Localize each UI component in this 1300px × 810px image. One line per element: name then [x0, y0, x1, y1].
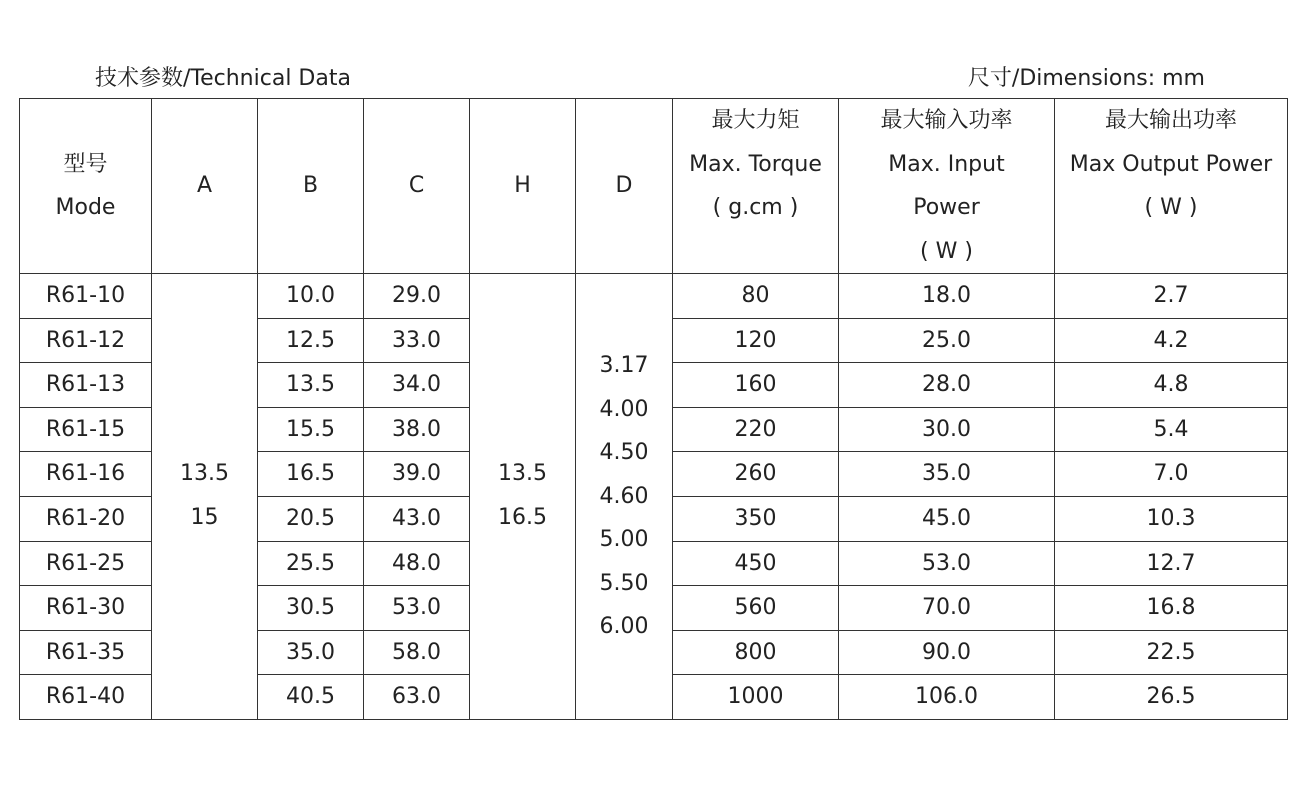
model-cell: R61-30: [20, 586, 152, 631]
input-power-cell: 90.0: [839, 630, 1055, 675]
output-power-cell: 26.5: [1055, 675, 1288, 720]
d-shared-cell: 3.17 4.00 4.50 4.60 5.00 5.50 6.00: [576, 274, 673, 720]
technical-data-caption: 技术参数/Technical Data: [95, 66, 351, 91]
b-cell: 16.5: [258, 452, 364, 497]
table-header-row: [20, 99, 1288, 274]
c-cell: 34.0: [364, 363, 470, 408]
output-power-cell: 22.5: [1055, 630, 1288, 675]
input-power-cell: 25.0: [839, 318, 1055, 363]
header-max-output-power: 最大输出功率 Max Output Power ( W ): [1055, 99, 1288, 274]
torque-cell: 450: [673, 541, 839, 586]
c-cell: 38.0: [364, 407, 470, 452]
a-shared-cell: 13.5 15: [152, 274, 258, 720]
h-shared-cell: 13.5 16.5: [470, 274, 576, 720]
header-model: 型号 Mode: [20, 99, 152, 274]
model-cell: R61-16: [20, 452, 152, 497]
input-power-cell: 18.0: [839, 274, 1055, 319]
input-power-cell: 53.0: [839, 541, 1055, 586]
c-cell: 43.0: [364, 496, 470, 541]
b-cell: 13.5: [258, 363, 364, 408]
b-cell: 15.5: [258, 407, 364, 452]
model-cell: R61-12: [20, 318, 152, 363]
model-cell: R61-13: [20, 363, 152, 408]
c-cell: 48.0: [364, 541, 470, 586]
header-max-torque: 最大力矩 Max. Torque ( g.cm ): [673, 99, 839, 274]
b-cell: 40.5: [258, 675, 364, 720]
torque-cell: 160: [673, 363, 839, 408]
model-cell: R61-15: [20, 407, 152, 452]
torque-cell: 350: [673, 496, 839, 541]
output-power-cell: 16.8: [1055, 586, 1288, 631]
c-cell: 39.0: [364, 452, 470, 497]
output-power-cell: 4.2: [1055, 318, 1288, 363]
model-cell: R61-10: [20, 274, 152, 319]
b-cell: 10.0: [258, 274, 364, 319]
input-power-cell: 28.0: [839, 363, 1055, 408]
table-row: [20, 274, 1288, 319]
c-cell: 53.0: [364, 586, 470, 631]
output-power-cell: 7.0: [1055, 452, 1288, 497]
header-c: C: [364, 99, 470, 274]
technical-data-table: [19, 98, 1288, 720]
header-max-input-power: 最大输入功率 Max. Input Power ( W ): [839, 99, 1055, 274]
model-cell: R61-35: [20, 630, 152, 675]
torque-cell: 80: [673, 274, 839, 319]
input-power-cell: 70.0: [839, 586, 1055, 631]
output-power-cell: 4.8: [1055, 363, 1288, 408]
c-cell: 63.0: [364, 675, 470, 720]
header-b: B: [258, 99, 364, 274]
output-power-cell: 5.4: [1055, 407, 1288, 452]
c-cell: 58.0: [364, 630, 470, 675]
input-power-cell: 45.0: [839, 496, 1055, 541]
b-cell: 25.5: [258, 541, 364, 586]
input-power-cell: 30.0: [839, 407, 1055, 452]
output-power-cell: 12.7: [1055, 541, 1288, 586]
b-cell: 20.5: [258, 496, 364, 541]
torque-cell: 1000: [673, 675, 839, 720]
b-cell: 35.0: [258, 630, 364, 675]
header-h: H: [470, 99, 576, 274]
model-cell: R61-25: [20, 541, 152, 586]
torque-cell: 120: [673, 318, 839, 363]
header-d: D: [576, 99, 673, 274]
torque-cell: 800: [673, 630, 839, 675]
model-cell: R61-40: [20, 675, 152, 720]
model-cell: R61-20: [20, 496, 152, 541]
header-a: A: [152, 99, 258, 274]
output-power-cell: 10.3: [1055, 496, 1288, 541]
input-power-cell: 35.0: [839, 452, 1055, 497]
input-power-cell: 106.0: [839, 675, 1055, 720]
b-cell: 12.5: [258, 318, 364, 363]
b-cell: 30.5: [258, 586, 364, 631]
c-cell: 29.0: [364, 274, 470, 319]
c-cell: 33.0: [364, 318, 470, 363]
output-power-cell: 2.7: [1055, 274, 1288, 319]
torque-cell: 560: [673, 586, 839, 631]
torque-cell: 220: [673, 407, 839, 452]
torque-cell: 260: [673, 452, 839, 497]
dimensions-unit-caption: 尺寸/Dimensions: mm: [967, 66, 1205, 91]
